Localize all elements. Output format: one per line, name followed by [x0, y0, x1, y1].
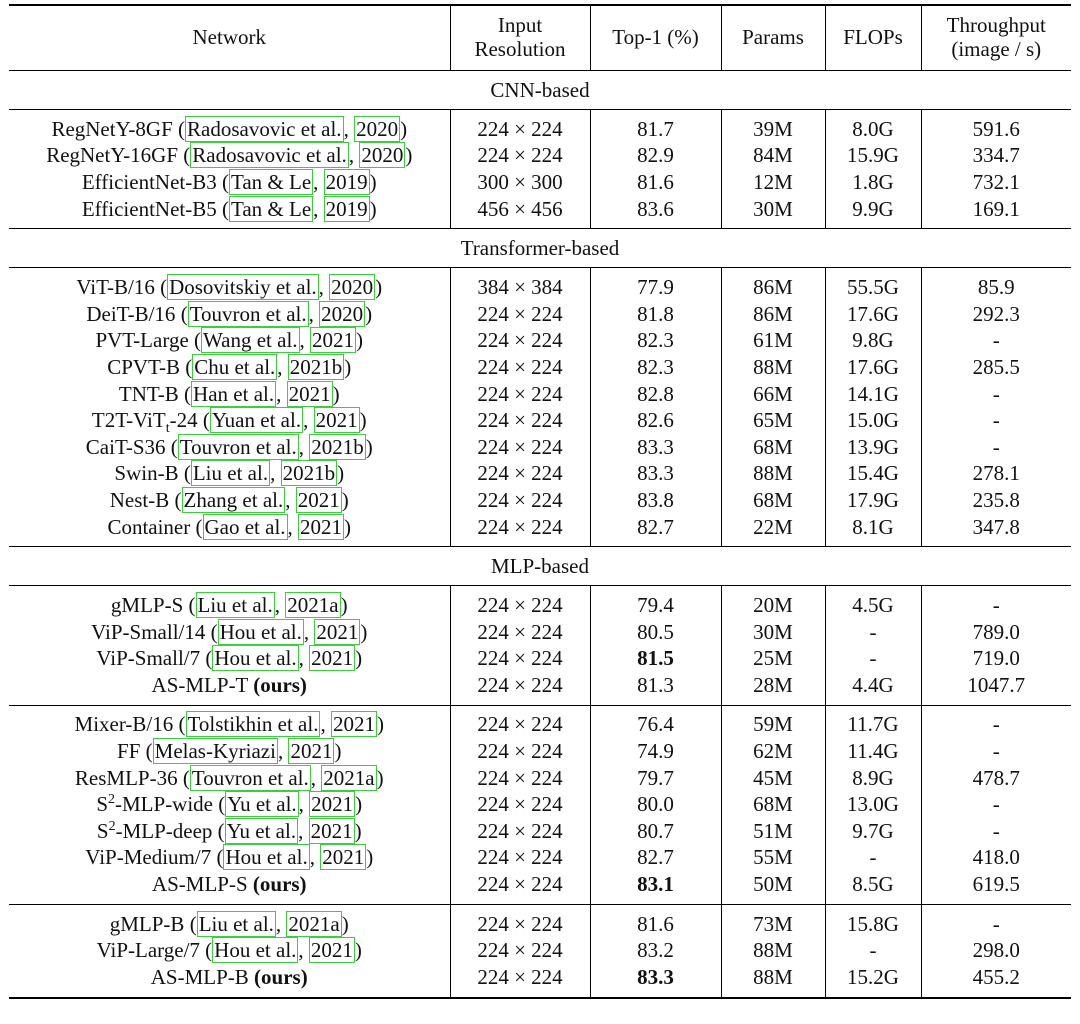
throughput-cell: - — [921, 434, 1071, 461]
network-cell: ViT-B/16 (Dosovitskiy et al., 2020) — [76, 275, 383, 300]
network-cell: CPVT-B (Chu et al., 2021b) — [107, 354, 352, 379]
throughput-cell: - — [921, 818, 1071, 845]
model-name-suffix: -24 — [169, 408, 198, 433]
model-name: AS-MLP-S — [151, 872, 248, 897]
citation-authors: Liu et al. — [198, 911, 274, 936]
network-cell — [9, 964, 450, 998]
citation-year: 2020 — [356, 116, 399, 141]
throughput-cell: 298.0 — [921, 937, 1071, 964]
params-cell: 51M — [721, 818, 825, 845]
flops-cell: 15.0G — [825, 407, 921, 434]
table-row — [9, 586, 1071, 619]
params-cell: 30M — [721, 196, 825, 229]
params-cell: 55M — [721, 845, 825, 872]
model-name: CPVT-B — [107, 354, 180, 379]
citation-year: 2019 — [325, 169, 368, 194]
header-flops: FLOPs — [825, 5, 921, 71]
citation-authors: Touvron et al. — [189, 301, 307, 326]
citation-authors: Radosavovic et al. — [187, 116, 342, 141]
resolution-cell: 224 × 224 — [450, 646, 590, 673]
params-cell: 86M — [721, 268, 825, 301]
resolution-cell: 224 × 224 — [450, 619, 590, 646]
params-cell: 66M — [721, 381, 825, 408]
network-cell: RegNetY-16GF (Radosavovic et al., 2020) — [46, 143, 413, 168]
params-cell: 88M — [721, 937, 825, 964]
top1-cell: 80.7 — [590, 818, 721, 845]
citation-year: 2021 — [300, 514, 343, 539]
top1-cell: 82.9 — [590, 143, 721, 170]
model-name-suffix: -MLP-wide — [115, 792, 214, 817]
network-cell: gMLP-B (Liu et al., 2021a) — [9, 904, 450, 937]
citation-year: 2021b — [311, 434, 364, 459]
throughput-cell: 235.8 — [921, 487, 1071, 514]
citation-year: 2021 — [311, 646, 354, 671]
top1-cell: 81.6 — [590, 169, 721, 196]
network-cell: Nest-B (Zhang et al., 2021) — [109, 487, 349, 512]
section-title: CNN-based — [9, 71, 1071, 110]
flops-cell: - — [825, 646, 921, 673]
model-name: EfficientNet-B3 — [81, 169, 217, 194]
flops-cell: 11.4G — [825, 738, 921, 765]
flops-cell: 15.4G — [825, 461, 921, 488]
table-body — [9, 71, 1071, 998]
params-cell: 59M — [721, 705, 825, 738]
model-name: ViT-B/16 — [76, 275, 155, 300]
params-cell: 62M — [721, 738, 825, 765]
resolution-cell: 224 × 224 — [450, 328, 590, 355]
model-name: EfficientNet-B5 — [81, 196, 217, 221]
header-top1: Top-1 (%) — [590, 5, 721, 71]
throughput-cell: - — [921, 407, 1071, 434]
table-row — [9, 791, 1071, 818]
citation-year: 2021a — [323, 765, 375, 790]
network-cell: T2T-ViT$_t$-24 (Yuan et al., 2021) — [91, 408, 367, 437]
network-cell: ViP-Large/7 (Hou et al., 2021) — [96, 938, 362, 963]
table-row — [9, 672, 1071, 705]
model-name: Nest-B — [109, 487, 170, 512]
params-cell: 86M — [721, 301, 825, 328]
model-name: T2T-ViT — [91, 408, 166, 433]
throughput-cell: 478.7 — [921, 765, 1071, 792]
header-input-resolution: Input Resolution — [450, 5, 590, 71]
citation-authors: Hou et al. — [225, 845, 308, 870]
params-cell: 88M — [721, 964, 825, 998]
flops-cell: 13.9G — [825, 434, 921, 461]
table-row — [9, 328, 1071, 355]
model-name-superscript: 2 — [108, 792, 116, 808]
resolution-cell: 224 × 224 — [450, 765, 590, 792]
citation-year: 2021 — [290, 739, 333, 764]
resolution-cell: 224 × 224 — [450, 818, 590, 845]
flops-cell: 15.2G — [825, 964, 921, 998]
header-params: Params — [721, 5, 825, 71]
flops-cell: 15.8G — [825, 904, 921, 937]
top1-cell: 81.6 — [590, 904, 721, 937]
network-cell: ViP-Small/7 (Hou et al., 2021) — [96, 646, 363, 671]
citation-year: 2020 — [331, 275, 374, 300]
throughput-cell: 285.5 — [921, 354, 1071, 381]
top1-cell: 77.9 — [590, 268, 721, 301]
model-name: Container — [107, 514, 191, 539]
table-row — [9, 964, 1071, 998]
params-cell: 65M — [721, 407, 825, 434]
network-cell: DeiT-B/16 (Touvron et al., 2020) — [86, 301, 373, 326]
ours-label: (ours) — [252, 872, 307, 897]
top1-cell: 81.3 — [590, 672, 721, 705]
params-cell: 73M — [721, 904, 825, 937]
citation-authors: Touvron et al. — [179, 434, 297, 459]
table-row — [9, 514, 1071, 547]
top1-cell: 80.5 — [590, 619, 721, 646]
resolution-cell: 224 × 224 — [450, 871, 590, 904]
model-name-suffix: -MLP-deep — [115, 818, 213, 843]
header-throughput: Throughput (image / s) — [921, 5, 1071, 71]
citation-authors: Touvron et al. — [191, 765, 309, 790]
model-name: gMLP-S — [110, 593, 184, 618]
model-name: PVT-Large — [95, 328, 189, 353]
resolution-cell: 224 × 224 — [450, 434, 590, 461]
citation-authors: Tolstikhin et al. — [187, 712, 319, 737]
citation-authors: Radosavovic et al. — [192, 143, 347, 168]
top1-cell: 79.7 — [590, 765, 721, 792]
resolution-cell: 224 × 224 — [450, 964, 590, 998]
citation-authors: Wang et al. — [203, 328, 298, 353]
table-row — [9, 143, 1071, 170]
network-cell — [9, 672, 450, 705]
citation-authors: Hou et al. — [219, 619, 302, 644]
flops-cell: 14.1G — [825, 381, 921, 408]
model-name-subscript: t — [165, 421, 170, 437]
resolution-cell: 300 × 300 — [450, 169, 590, 196]
citation-authors: Hou et al. — [214, 938, 297, 963]
table-header — [9, 5, 1071, 71]
model-name: ViP-Small/7 — [96, 646, 201, 671]
throughput-cell: 591.6 — [921, 110, 1071, 143]
table-row — [9, 937, 1071, 964]
table-row — [9, 845, 1071, 872]
model-name: ViP-Medium/7 — [85, 845, 212, 870]
resolution-cell: 224 × 224 — [450, 301, 590, 328]
top1-cell: 81.7 — [590, 110, 721, 143]
citation-year: 2021 — [315, 408, 358, 433]
resolution-cell: 224 × 224 — [450, 738, 590, 765]
flops-cell: 17.6G — [825, 301, 921, 328]
results-table — [9, 4, 1071, 999]
resolution-cell: 224 × 224 — [450, 791, 590, 818]
section-title: Transformer-based — [9, 229, 1071, 268]
citation-authors: Tan & Le — [230, 169, 312, 194]
table-row — [9, 871, 1071, 904]
network-cell: CaiT-S36 (Touvron et al., 2021b) — [85, 434, 373, 459]
header-row — [9, 5, 1071, 71]
top1-cell: 82.6 — [590, 407, 721, 434]
citation-authors: Zhang et al. — [183, 487, 284, 512]
throughput-cell: 292.3 — [921, 301, 1071, 328]
flops-cell: 1.8G — [825, 169, 921, 196]
resolution-cell: 224 × 224 — [450, 514, 590, 547]
model-name: Swin-B — [114, 461, 179, 486]
resolution-cell: 224 × 224 — [450, 904, 590, 937]
header-network: Network — [9, 5, 450, 71]
table-row — [9, 705, 1071, 738]
network-cell: EfficientNet-B5 (Tan & Le, 2019) — [81, 196, 377, 221]
params-cell: 20M — [721, 586, 825, 619]
table-row — [9, 196, 1071, 229]
network-cell: Swin-B (Liu et al., 2021b) — [114, 461, 345, 486]
params-cell: 88M — [721, 461, 825, 488]
model-name: AS-MLP-B — [150, 964, 249, 989]
top1-cell: 83.1 — [590, 871, 721, 904]
network-cell: $S^2-MLP$-deep (Yu et al., 2021) — [96, 818, 362, 843]
top1-cell: 82.7 — [590, 514, 721, 547]
table-row — [9, 110, 1071, 143]
model-name: ResMLP-36 — [74, 765, 178, 790]
params-cell: 30M — [721, 619, 825, 646]
table-row — [9, 818, 1071, 845]
flops-cell: 4.4G — [825, 672, 921, 705]
network-cell: ViP-Small/14 (Hou et al., 2021) — [91, 619, 368, 644]
params-cell: 25M — [721, 646, 825, 673]
network-cell: PVT-Large (Wang et al., 2021) — [95, 328, 364, 353]
ours-label: (ours) — [253, 672, 307, 697]
throughput-cell: 334.7 — [921, 143, 1071, 170]
table-row — [9, 434, 1071, 461]
table-row — [9, 381, 1071, 408]
params-cell: 12M — [721, 169, 825, 196]
model-name: S — [96, 792, 109, 817]
top1-cell: 80.0 — [590, 791, 721, 818]
citation-year: 2020 — [361, 143, 404, 168]
citation-authors: Chu et al. — [194, 354, 276, 379]
flops-cell: 9.8G — [825, 328, 921, 355]
resolution-cell: 224 × 224 — [450, 937, 590, 964]
citation-year: 2021 — [311, 792, 354, 817]
throughput-cell: 719.0 — [921, 646, 1071, 673]
top1-cell: 81.5 — [590, 646, 721, 673]
flops-cell: 17.9G — [825, 487, 921, 514]
flops-cell: - — [825, 937, 921, 964]
throughput-cell: 418.0 — [921, 845, 1071, 872]
model-name-superscript: 2 — [108, 818, 116, 834]
top1-cell: 83.2 — [590, 937, 721, 964]
params-cell: 68M — [721, 487, 825, 514]
model-name: RegNetY-16GF — [46, 143, 179, 168]
table-row — [9, 407, 1071, 434]
citation-year: 2021 — [310, 938, 353, 963]
table-row — [9, 461, 1071, 488]
params-cell: 28M — [721, 672, 825, 705]
flops-cell: 15.9G — [825, 143, 921, 170]
top1-cell: 82.3 — [590, 354, 721, 381]
resolution-cell: 224 × 224 — [450, 845, 590, 872]
citation-authors: Yu et al. — [227, 792, 297, 817]
throughput-cell: 789.0 — [921, 619, 1071, 646]
citation-year: 2021 — [312, 328, 355, 353]
flops-cell: - — [825, 845, 921, 872]
throughput-cell: 347.8 — [921, 514, 1071, 547]
network-cell: Mixer-B/16 (Tolstikhin et al., 2021) — [9, 705, 450, 738]
citation-authors: Yu et al. — [226, 818, 297, 843]
params-cell: 61M — [721, 328, 825, 355]
throughput-cell: - — [921, 791, 1071, 818]
table-row — [9, 169, 1071, 196]
ours-label: (ours) — [254, 964, 308, 989]
flops-cell: 8.0G — [825, 110, 921, 143]
throughput-cell: 85.9 — [921, 268, 1071, 301]
model-name: ViP-Large/7 — [96, 938, 200, 963]
citation-authors: Tan & Le — [230, 196, 312, 221]
flops-cell: 8.1G — [825, 514, 921, 547]
citation-year: 2021 — [297, 487, 340, 512]
throughput-cell: - — [921, 904, 1071, 937]
citation-year: 2021b — [282, 461, 336, 486]
citation-authors: Gao et al. — [204, 514, 286, 539]
citation-authors: Liu et al. — [197, 593, 273, 618]
resolution-cell: 224 × 224 — [450, 586, 590, 619]
table-row — [9, 301, 1071, 328]
top1-cell: 82.3 — [590, 328, 721, 355]
network-cell: $S^2-MLP$-wide (Yu et al., 2021) — [96, 792, 363, 817]
citation-authors: Melas-Kyriazi — [154, 739, 276, 764]
section-title: MLP-based — [9, 547, 1071, 586]
network-cell: ResMLP-36 (Touvron et al., 2021a) — [74, 765, 384, 790]
model-name: TNT-B — [118, 381, 179, 406]
top1-cell: 83.3 — [590, 461, 721, 488]
flops-cell: 11.7G — [825, 705, 921, 738]
citation-year: 2021b — [289, 354, 343, 379]
model-name: gMLP-B — [109, 911, 185, 936]
citation-year: 2021 — [316, 619, 359, 644]
top1-cell: 83.3 — [590, 964, 721, 998]
resolution-cell: 224 × 224 — [450, 672, 590, 705]
citation-authors: Han et al. — [193, 381, 275, 406]
params-cell: 22M — [721, 514, 825, 547]
resolution-cell: 224 × 224 — [450, 354, 590, 381]
network-cell: EfficientNet-B3 (Tan & Le, 2019) — [81, 169, 377, 194]
params-cell: 68M — [721, 434, 825, 461]
flops-cell: 4.5G — [825, 586, 921, 619]
network-cell: Container (Gao et al., 2021) — [107, 514, 352, 539]
resolution-cell: 224 × 224 — [450, 143, 590, 170]
flops-cell: 55.5G — [825, 268, 921, 301]
network-cell — [9, 871, 450, 904]
throughput-cell: 1047.7 — [921, 672, 1071, 705]
citation-year: 2021 — [288, 381, 331, 406]
table-row — [9, 354, 1071, 381]
model-name: RegNetY-8GF — [51, 116, 173, 141]
table-row — [9, 904, 1071, 937]
flops-cell: - — [825, 619, 921, 646]
table-row — [9, 619, 1071, 646]
params-cell: 84M — [721, 143, 825, 170]
throughput-cell: - — [921, 738, 1071, 765]
resolution-cell: 456 × 456 — [450, 196, 590, 229]
throughput-cell: 169.1 — [921, 196, 1071, 229]
resolution-cell: 224 × 224 — [450, 461, 590, 488]
flops-cell: 17.6G — [825, 354, 921, 381]
throughput-cell: 732.1 — [921, 169, 1071, 196]
throughput-cell: - — [921, 705, 1071, 738]
top1-cell: 83.8 — [590, 487, 721, 514]
throughput-cell: - — [921, 328, 1071, 355]
table-row — [9, 738, 1071, 765]
top1-cell: 82.8 — [590, 381, 721, 408]
top1-cell: 74.9 — [590, 738, 721, 765]
flops-cell: 8.9G — [825, 765, 921, 792]
top1-cell: 79.4 — [590, 586, 721, 619]
citation-authors: Dosovitskiy et al. — [169, 275, 317, 300]
table-row — [9, 765, 1071, 792]
throughput-cell: 278.1 — [921, 461, 1071, 488]
citation-authors: Yuan et al. — [211, 408, 302, 433]
model-name: ViP-Small/14 — [91, 619, 206, 644]
resolution-cell: 224 × 224 — [450, 705, 590, 738]
citation-year: 2019 — [325, 196, 368, 221]
resolution-cell: 224 × 224 — [450, 381, 590, 408]
throughput-cell: - — [921, 381, 1071, 408]
top1-cell: 83.6 — [590, 196, 721, 229]
resolution-cell: 224 × 224 — [450, 487, 590, 514]
throughput-cell: 619.5 — [921, 871, 1071, 904]
resolution-cell: 224 × 224 — [450, 110, 590, 143]
network-cell: FF (Melas-Kyriazi, 2021) — [117, 739, 342, 764]
params-cell: 88M — [721, 354, 825, 381]
table-row — [9, 646, 1071, 673]
flops-cell: 9.7G — [825, 818, 921, 845]
model-name: AS-MLP-T — [151, 672, 249, 697]
model-name: Mixer-B/16 — [74, 712, 174, 737]
top1-cell: 76.4 — [590, 705, 721, 738]
resolution-cell: 384 × 384 — [450, 268, 590, 301]
top1-cell: 83.3 — [590, 434, 721, 461]
citation-year: 2021 — [332, 712, 375, 737]
top1-cell: 81.8 — [590, 301, 721, 328]
section-header-row — [9, 229, 1071, 268]
model-name: DeiT-B/16 — [86, 301, 176, 326]
throughput-cell: - — [921, 586, 1071, 619]
flops-cell: 9.9G — [825, 196, 921, 229]
resolution-cell: 224 × 224 — [450, 407, 590, 434]
network-cell: RegNetY-8GF (Radosavovic et al., 2020) — [51, 116, 408, 141]
flops-cell: 13.0G — [825, 791, 921, 818]
table-row — [9, 487, 1071, 514]
top1-cell: 82.7 — [590, 845, 721, 872]
table-row — [9, 268, 1071, 301]
flops-cell: 8.5G — [825, 871, 921, 904]
citation-authors: Liu et al. — [192, 461, 269, 486]
network-cell: TNT-B (Han et al., 2021) — [118, 381, 340, 406]
params-cell: 68M — [721, 791, 825, 818]
params-cell: 39M — [721, 110, 825, 143]
section-header-row — [9, 71, 1071, 110]
model-name: S — [96, 818, 109, 843]
network-cell: ViP-Medium/7 (Hou et al., 2021) — [85, 845, 374, 870]
network-cell: gMLP-S (Liu et al., 2021a) — [110, 593, 348, 618]
citation-authors: Hou et al. — [214, 646, 297, 671]
citation-year: 2021 — [310, 818, 353, 843]
citation-year: 2020 — [321, 301, 364, 326]
citation-year: 2021 — [322, 845, 365, 870]
citation-year: 2021a — [287, 593, 339, 618]
model-name: CaiT-S36 — [85, 434, 166, 459]
section-header-row — [9, 547, 1071, 586]
model-name: FF — [117, 739, 141, 764]
citation-year: 2021a — [288, 911, 340, 936]
params-cell: 50M — [721, 871, 825, 904]
throughput-cell: 455.2 — [921, 964, 1071, 998]
params-cell: 45M — [721, 765, 825, 792]
